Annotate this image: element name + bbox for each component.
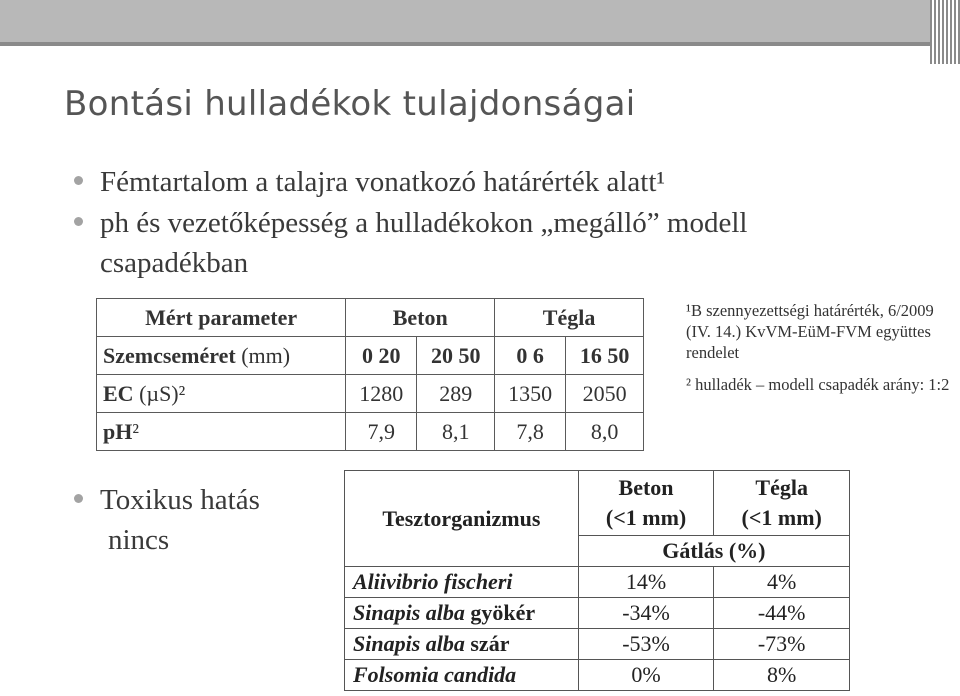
beton-inhibition: -53% bbox=[578, 629, 714, 660]
header-tegla: Tégla bbox=[495, 299, 644, 337]
row-label: pH² bbox=[97, 413, 346, 451]
header-measured-parameter: Mért parameter bbox=[97, 299, 346, 337]
organism-name: Aliivibrio fischeri bbox=[345, 567, 579, 598]
cell-value: 7,9 bbox=[346, 413, 417, 451]
header-beton: Beton bbox=[346, 299, 495, 337]
row-label: EC (µS)² bbox=[97, 375, 346, 413]
tegla-inhibition: 8% bbox=[714, 660, 850, 691]
cell-value: 0 6 bbox=[495, 337, 566, 375]
bullet-text-line1: Toxikus hatás bbox=[100, 484, 260, 516]
table-row bbox=[345, 629, 850, 660]
table-row bbox=[345, 660, 850, 691]
cell-value: 8,0 bbox=[566, 413, 644, 451]
header-tegla: Tégla (<1 mm) bbox=[714, 471, 850, 536]
header-beton: Beton (<1 mm) bbox=[578, 471, 714, 536]
table-row bbox=[345, 567, 850, 598]
table-header-row bbox=[97, 299, 644, 337]
cell-value: 1350 bbox=[495, 375, 566, 413]
cell-value: 2050 bbox=[566, 375, 644, 413]
beton-inhibition: -34% bbox=[578, 598, 714, 629]
table-row bbox=[345, 598, 850, 629]
organism-name: Sinapis alba gyökér bbox=[345, 598, 579, 629]
header-inhibition: Gátlás (%) bbox=[578, 536, 849, 567]
toxicity-table bbox=[344, 470, 850, 691]
row-label: Szemcseméret (mm) bbox=[97, 337, 346, 375]
footnote-ratio: ² hulladék – modell csapadék arány: 1:2 bbox=[686, 375, 950, 394]
footnote-limit-value: ¹B szennyezettségi határérték, 6/2009 (IV. 14.) KvVM-EüM-FVM együttes rendelet bbox=[686, 301, 934, 362]
slide-header-band bbox=[0, 0, 960, 50]
beton-inhibition: 0% bbox=[578, 660, 714, 691]
organism-name: Sinapis alba szár bbox=[345, 629, 579, 660]
organism-name: Folsomia candida bbox=[345, 660, 579, 691]
bullet-dot-icon bbox=[74, 217, 83, 226]
cell-value: 20 50 bbox=[417, 337, 495, 375]
beton-inhibition: 14% bbox=[578, 567, 714, 598]
tegla-inhibition: -73% bbox=[714, 629, 850, 660]
bullet-text: Fémtartalom a talajra vonatkozó határérték alatt¹ bbox=[100, 166, 666, 198]
cell-value: 0 20 bbox=[346, 337, 417, 375]
bullet-text: ph és vezetőképesség a hulladékokon „megálló” modell csapadékban bbox=[100, 207, 748, 279]
bullet-dot-icon bbox=[74, 176, 83, 185]
cell-value: 8,1 bbox=[417, 413, 495, 451]
table-row bbox=[97, 375, 644, 413]
bullet-ph-conductivity bbox=[100, 203, 900, 283]
cell-value: 16 50 bbox=[566, 337, 644, 375]
header-gray-band bbox=[0, 0, 930, 42]
header-dark-stripe bbox=[0, 42, 930, 46]
tegla-inhibition: 4% bbox=[714, 567, 850, 598]
table-row bbox=[97, 413, 644, 451]
properties-table bbox=[96, 298, 644, 451]
bullet-dot-icon bbox=[74, 494, 83, 503]
slide-title: Bontási hulladékok tulajdonságai bbox=[64, 84, 636, 124]
table-header-row bbox=[345, 471, 850, 536]
table-row bbox=[97, 337, 644, 375]
cell-value: 1280 bbox=[346, 375, 417, 413]
cell-value: 7,8 bbox=[495, 413, 566, 451]
header-vertical-lines bbox=[930, 0, 960, 64]
bullet-metal-content bbox=[100, 162, 880, 202]
tegla-inhibition: -44% bbox=[714, 598, 850, 629]
cell-value: 289 bbox=[417, 375, 495, 413]
bullet-text-line2: nincs bbox=[108, 524, 170, 556]
header-test-organism: Tesztorganizmus bbox=[345, 471, 579, 567]
bullet-toxic-effect bbox=[100, 480, 320, 560]
